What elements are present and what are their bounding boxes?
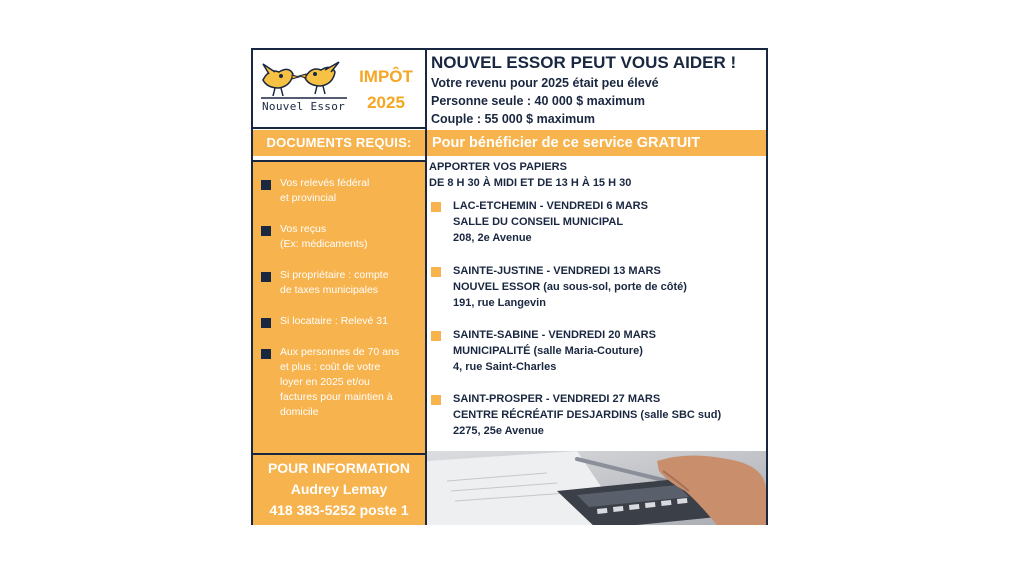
item-line: Aux personnes de 70 ans xyxy=(280,346,400,358)
logo-name: Nouvel Essor xyxy=(262,100,346,113)
location-line: SAINT-PROSPER - VENDREDI 27 MARS xyxy=(453,393,661,405)
item-line: Vos reçus xyxy=(280,223,327,235)
hours-info xyxy=(429,159,765,191)
item-line: factures pour maintien à xyxy=(280,391,393,403)
info-phone: 418 383-5252 poste 1 xyxy=(269,502,409,518)
item-line: Si locataire : Relevé 31 xyxy=(280,315,388,327)
location-line: MUNICIPALITÉ (salle Maria-Couture) xyxy=(453,345,643,357)
square-bullet-icon xyxy=(261,180,271,190)
page-title: NOUVEL ESSOR PEUT VOUS AIDER ! xyxy=(431,53,737,72)
info-title: POUR INFORMATION xyxy=(267,460,411,476)
location-line: SALLE DU CONSEIL MUNICIPAL xyxy=(453,216,624,228)
tax-flyer xyxy=(251,48,768,525)
square-bullet-icon xyxy=(261,272,271,282)
intro-line: Votre revenu pour 2025 était peu élevé xyxy=(431,76,659,90)
square-bullet-icon xyxy=(431,331,441,341)
eligibility xyxy=(431,74,767,128)
square-bullet-icon xyxy=(431,267,441,277)
left-column xyxy=(253,50,425,523)
impot-line-1: IMPÔT xyxy=(359,67,413,86)
location-line: SAINTE-JUSTINE - VENDREDI 13 MARS xyxy=(453,265,661,277)
square-bullet-icon xyxy=(431,202,441,212)
location-line: NOUVEL ESSOR (au sous-sol, porte de côté) xyxy=(453,281,687,293)
location-line: 4, rue Saint-Charles xyxy=(453,361,557,373)
calculator-photo xyxy=(427,451,766,525)
intro-line: Personne seule : 40 000 $ maximum xyxy=(431,94,645,108)
impot-line-2: 2025 xyxy=(367,93,405,112)
item-line: (Ex: médicaments) xyxy=(280,238,368,250)
location-line: CENTRE RÉCRÉATIF DESJARDINS (salle SBC sud) xyxy=(453,409,722,421)
logo-box xyxy=(253,50,425,129)
hours-line: DE 8 H 30 À MIDI ET DE 13 H À 15 H 30 xyxy=(429,177,632,189)
location-line: SAINTE-SABINE - VENDREDI 20 MARS xyxy=(453,329,656,341)
item-line: et plus : coût de votre xyxy=(280,361,381,373)
square-bullet-icon xyxy=(431,395,441,405)
item-line: de taxes municipales xyxy=(280,284,379,296)
location-line: 2275, 25e Avenue xyxy=(453,425,544,437)
item-line: et provincial xyxy=(280,192,337,204)
documents-list xyxy=(253,160,425,455)
info-contact-name: Audrey Lemay xyxy=(290,481,388,497)
two-birds-logo-icon xyxy=(259,60,351,100)
square-bullet-icon xyxy=(261,226,271,236)
item-line: domicile xyxy=(280,406,319,418)
square-bullet-icon xyxy=(261,318,271,328)
right-column xyxy=(427,50,766,523)
hours-line: APPORTER VOS PAPIERS xyxy=(429,161,567,173)
location-line: LAC-ETCHEMIN - VENDREDI 6 MARS xyxy=(453,200,648,212)
intro-line: Couple : 55 000 $ maximum xyxy=(431,112,595,126)
documents-header: DOCUMENTS REQUIS: xyxy=(253,130,425,156)
square-bullet-icon xyxy=(261,349,271,359)
item-line: Si propriétaire : compte xyxy=(280,269,389,281)
location-line: 191, rue Langevin xyxy=(453,297,546,309)
location-line: 208, 2e Avenue xyxy=(453,232,532,244)
item-line: Vos relevés fédéral xyxy=(280,177,370,189)
contact-info xyxy=(253,455,425,525)
free-service-banner: Pour bénéficier de ce service GRATUIT xyxy=(427,130,766,156)
impot-title xyxy=(349,64,423,116)
item-line: loyer en 2025 et/ou xyxy=(280,376,370,388)
